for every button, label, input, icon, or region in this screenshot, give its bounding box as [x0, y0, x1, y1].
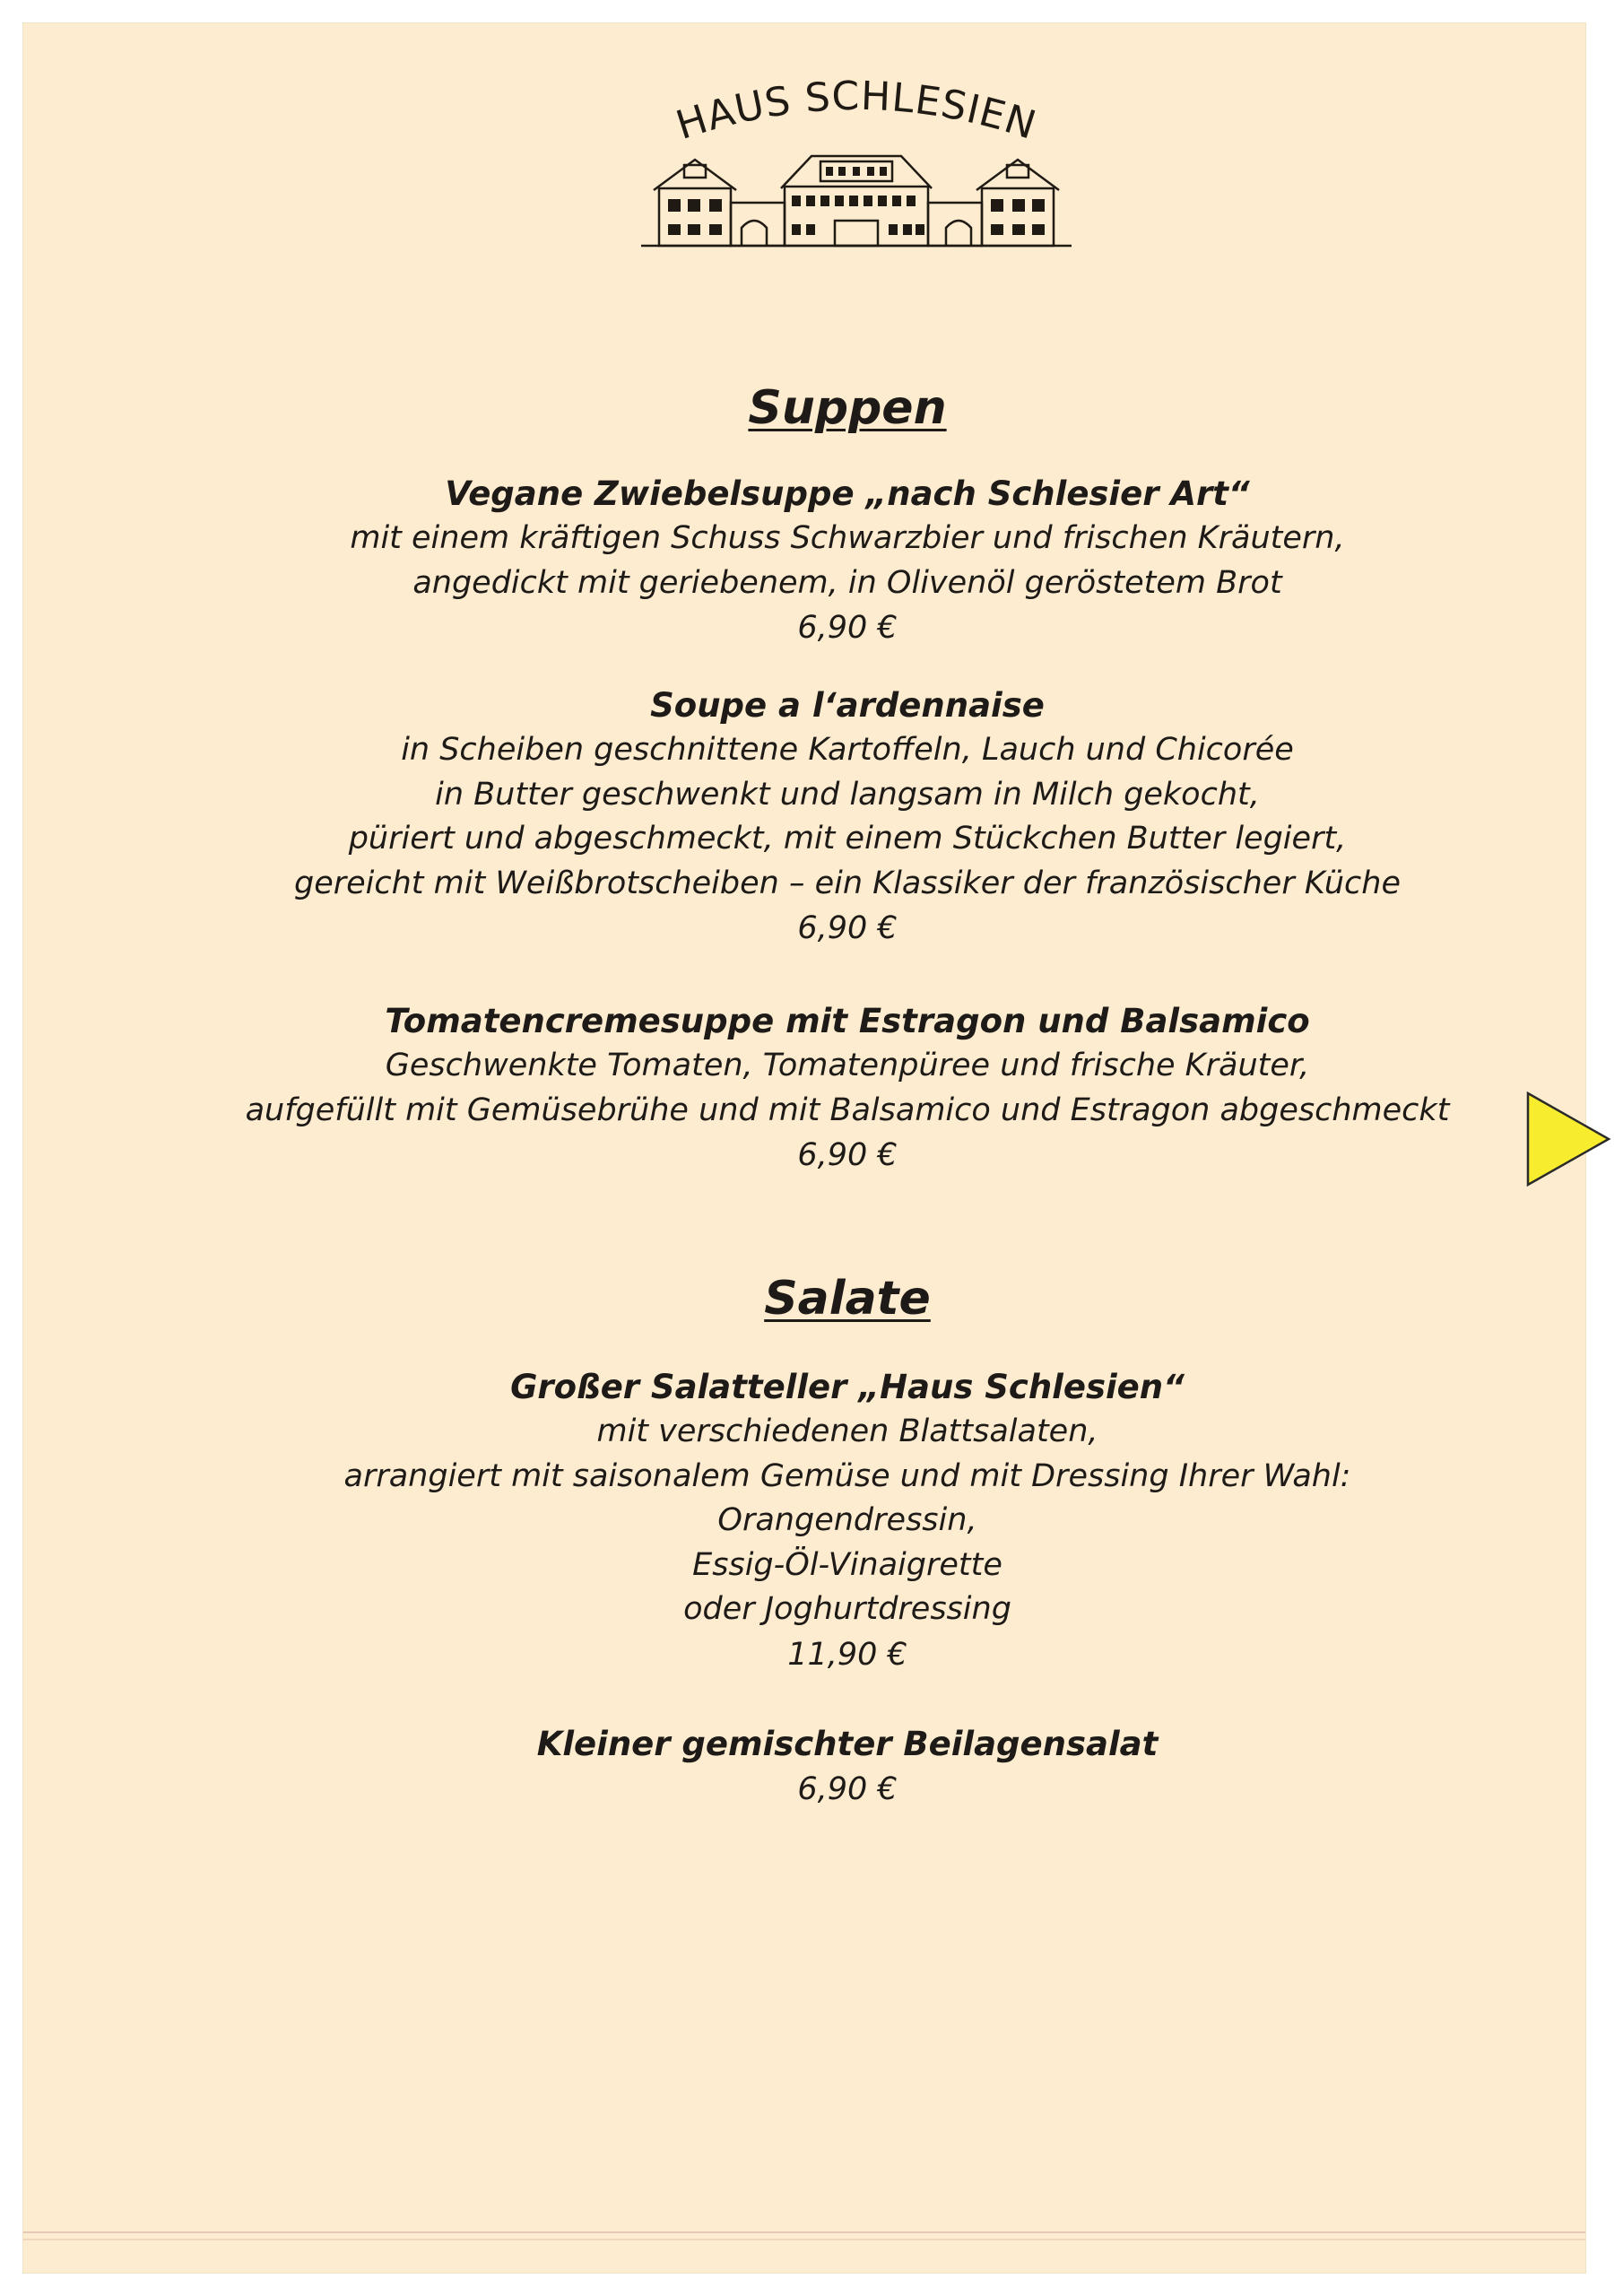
dish-description-line: mit verschiedenen Blattsalaten, [596, 1413, 1098, 1449]
section-title-soups: Suppen [748, 381, 947, 435]
dish-price: 6,90 € [797, 1137, 898, 1173]
dish-description-line: püriert und abgeschmeckt, mit einem Stückchen Butter legiert, [348, 821, 1347, 857]
dish-description-line: Geschwenkte Tomaten, Tomatenpüree und frische Kräuter, [385, 1048, 1310, 1083]
menu-item [0, 1365, 1623, 1677]
dish-name: Soupe a l‘ardennaise [650, 686, 1045, 725]
dish-price: 6,90 € [797, 1771, 898, 1807]
dish-name: Großer Salatteller „Haus Schlesien“ [510, 1368, 1185, 1406]
dish-description-line: in Butter geschwenkt und langsam in Milch gekocht, [435, 776, 1260, 813]
menu-item [0, 999, 1623, 1178]
divider [23, 2231, 1585, 2233]
menu-item [0, 472, 1623, 650]
divider [23, 2239, 1585, 2240]
manor-house-icon [641, 56, 1072, 255]
brand-logo-text: HAUS SCHLESIEN [671, 73, 1042, 150]
dish-price: 6,90 € [797, 910, 898, 946]
dish-name: Kleiner gemischter Beilagensalat [536, 1725, 1159, 1763]
dish-name: Vegane Zwiebelsuppe „nach Schlesier Art“ [445, 474, 1250, 513]
dish-description-line: Essig-Öl-Vinaigrette [692, 1546, 1002, 1583]
dish-description-line: angedickt mit geriebenem, in Olivenöl geröstetem Brot [412, 564, 1282, 601]
dish-name: Tomatencremesuppe mit Estragon und Balsamico [385, 1002, 1310, 1040]
dish-description-line: Orangendressin, [717, 1502, 977, 1538]
next-page-arrow-icon[interactable] [1524, 1090, 1612, 1188]
dish-description-line: in Scheiben geschnittene Kartoffeln, Lauch und Chicorée [401, 732, 1294, 768]
dish-description-line: arrangiert mit saisonalem Gemüse und mit Dressing Ihrer Wahl: [343, 1457, 1351, 1494]
section-title-salads: Salate [764, 1272, 931, 1326]
dish-description-line: gereicht mit Weißbrotscheiben – ein Klassiker der französischer Küche [293, 865, 1401, 901]
dish-description-line: oder Joghurtdressing [683, 1591, 1011, 1627]
menu-item [0, 1722, 1623, 1812]
dish-description-line: mit einem kräftigen Schuss Schwarzbier und frischen Kräutern, [350, 520, 1345, 556]
menu-item [0, 683, 1623, 951]
dish-price: 11,90 € [787, 1636, 907, 1673]
dish-description-line: aufgefüllt mit Gemüsebrühe und mit Balsamico und Estragon abgeschmeckt [245, 1091, 1450, 1128]
dish-price: 6,90 € [797, 610, 898, 646]
